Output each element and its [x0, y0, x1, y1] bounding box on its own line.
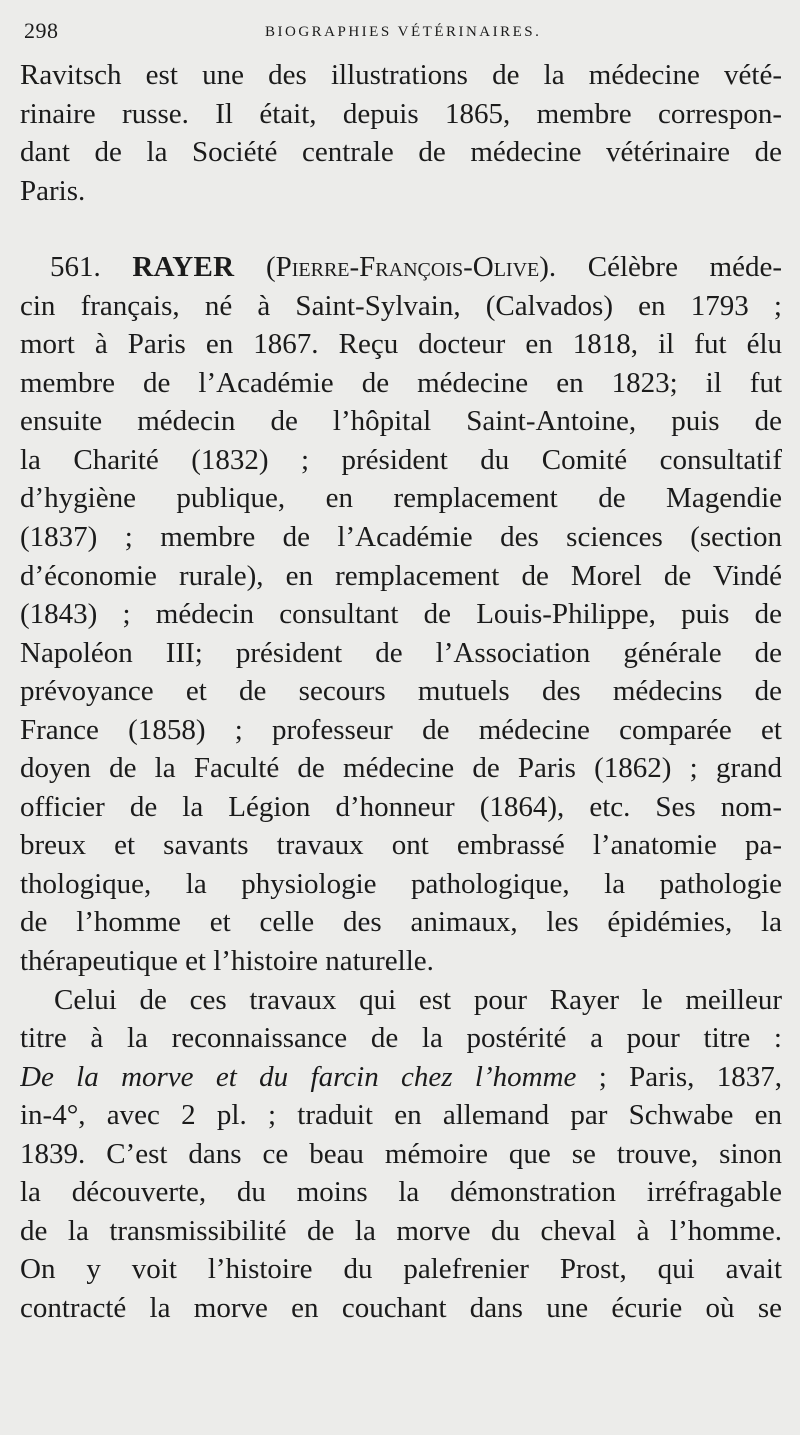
text-line: dant de la Société centrale de médecine vétérinaire de — [20, 136, 782, 169]
paragraph-morve — [20, 981, 782, 1328]
text-line: titre à la reconnaissance de la postérité a pour titre : — [20, 1022, 782, 1055]
text-line: la Charité (1832) ; président du Comité consultatif — [20, 443, 782, 476]
text-line: cin français, né à Saint-Sylvain, (Calvados) en 1793 ; — [20, 289, 782, 322]
text-line: thologique, la physiologie pathologique, la pathologie — [20, 867, 782, 900]
text-line: breux et savants travaux ont embrassé l’anatomie pa- — [20, 829, 782, 862]
text-line: contracté la morve en couchant dans une écurie où se — [20, 1291, 782, 1324]
entry-rayer — [20, 248, 782, 980]
text-line: On y voit l’histoire du palefrenier Prost, qui avait — [20, 1253, 782, 1286]
text-line: thérapeutique et l’histoire naturelle. — [20, 945, 434, 978]
text-line: Paris. — [20, 174, 86, 207]
text-line: d’économie rurale), en remplacement de Morel de Vindé — [20, 559, 782, 592]
paragraph-ravitsch — [20, 56, 782, 210]
text-line: prévoyance et de secours mutuels des médecins de — [20, 675, 782, 708]
text-line: de l’homme et celle des animaux, les épidémies, la — [20, 906, 782, 939]
text-line: (1837) ; membre de l’Académie des sciences (section — [20, 521, 782, 554]
running-title: BIOGRAPHIES VÉTÉRINAIRES. — [265, 24, 542, 40]
citation-details: ; Paris, 1837, — [576, 1060, 782, 1093]
text-line: ensuite médecin de l’hôpital Saint-Antoine, puis de — [20, 405, 782, 438]
paragraph-gap — [20, 210, 782, 248]
text-line: in-4°, avec 2 pl. ; traduit en allemand par Schwabe en — [20, 1099, 782, 1132]
entry-number: 561. — [50, 251, 101, 284]
page-number: 298 — [24, 18, 59, 43]
text-line: Ravitsch est une des illustrations de la médecine vété- — [20, 59, 782, 91]
citation-line — [20, 1058, 782, 1097]
text-line: membre de l’Académie de médecine en 1823; il fut — [20, 366, 782, 399]
text-line: 1839. C’est dans ce beau mémoire que se trouve, sinon — [20, 1137, 782, 1170]
entry-heading-rest: Célèbre méde- — [587, 251, 782, 284]
text-line: officier de la Légion d’honneur (1864), etc. Ses nom- — [20, 790, 782, 823]
text-line: d’hygiène publique, en remplacement de Magendie — [20, 482, 782, 515]
entry-heading-line — [20, 248, 782, 287]
entry-given-names: (Pierre-François-Olive). — [265, 251, 557, 284]
text-line: (1843) ; médecin consultant de Louis-Philippe, puis de — [20, 598, 782, 631]
text-line: doyen de la Faculté de médecine de Paris (1862) ; grand — [20, 752, 782, 785]
text-line: la découverte, du moins la démonstration irréfragable — [20, 1176, 782, 1209]
text-line: rinaire russe. Il était, depuis 1865, membre correspon- — [20, 97, 782, 130]
text-line: Celui de ces travaux qui est pour Rayer le meilleur — [54, 983, 782, 1016]
work-title: De la morve et du farcin chez l’homme — [20, 1060, 577, 1093]
text-line: France (1858) ; professeur de médecine comparée et — [20, 713, 782, 746]
text-line: de la transmissibilité de la morve du cheval à l’homme. — [20, 1214, 782, 1247]
text-line: Napoléon III; président de l’Association générale de — [20, 636, 782, 669]
text-line: mort à Paris en 1867. Reçu docteur en 1818, il fut élu — [20, 328, 782, 361]
entry-name: RAYER — [132, 251, 235, 284]
running-header — [20, 16, 782, 56]
